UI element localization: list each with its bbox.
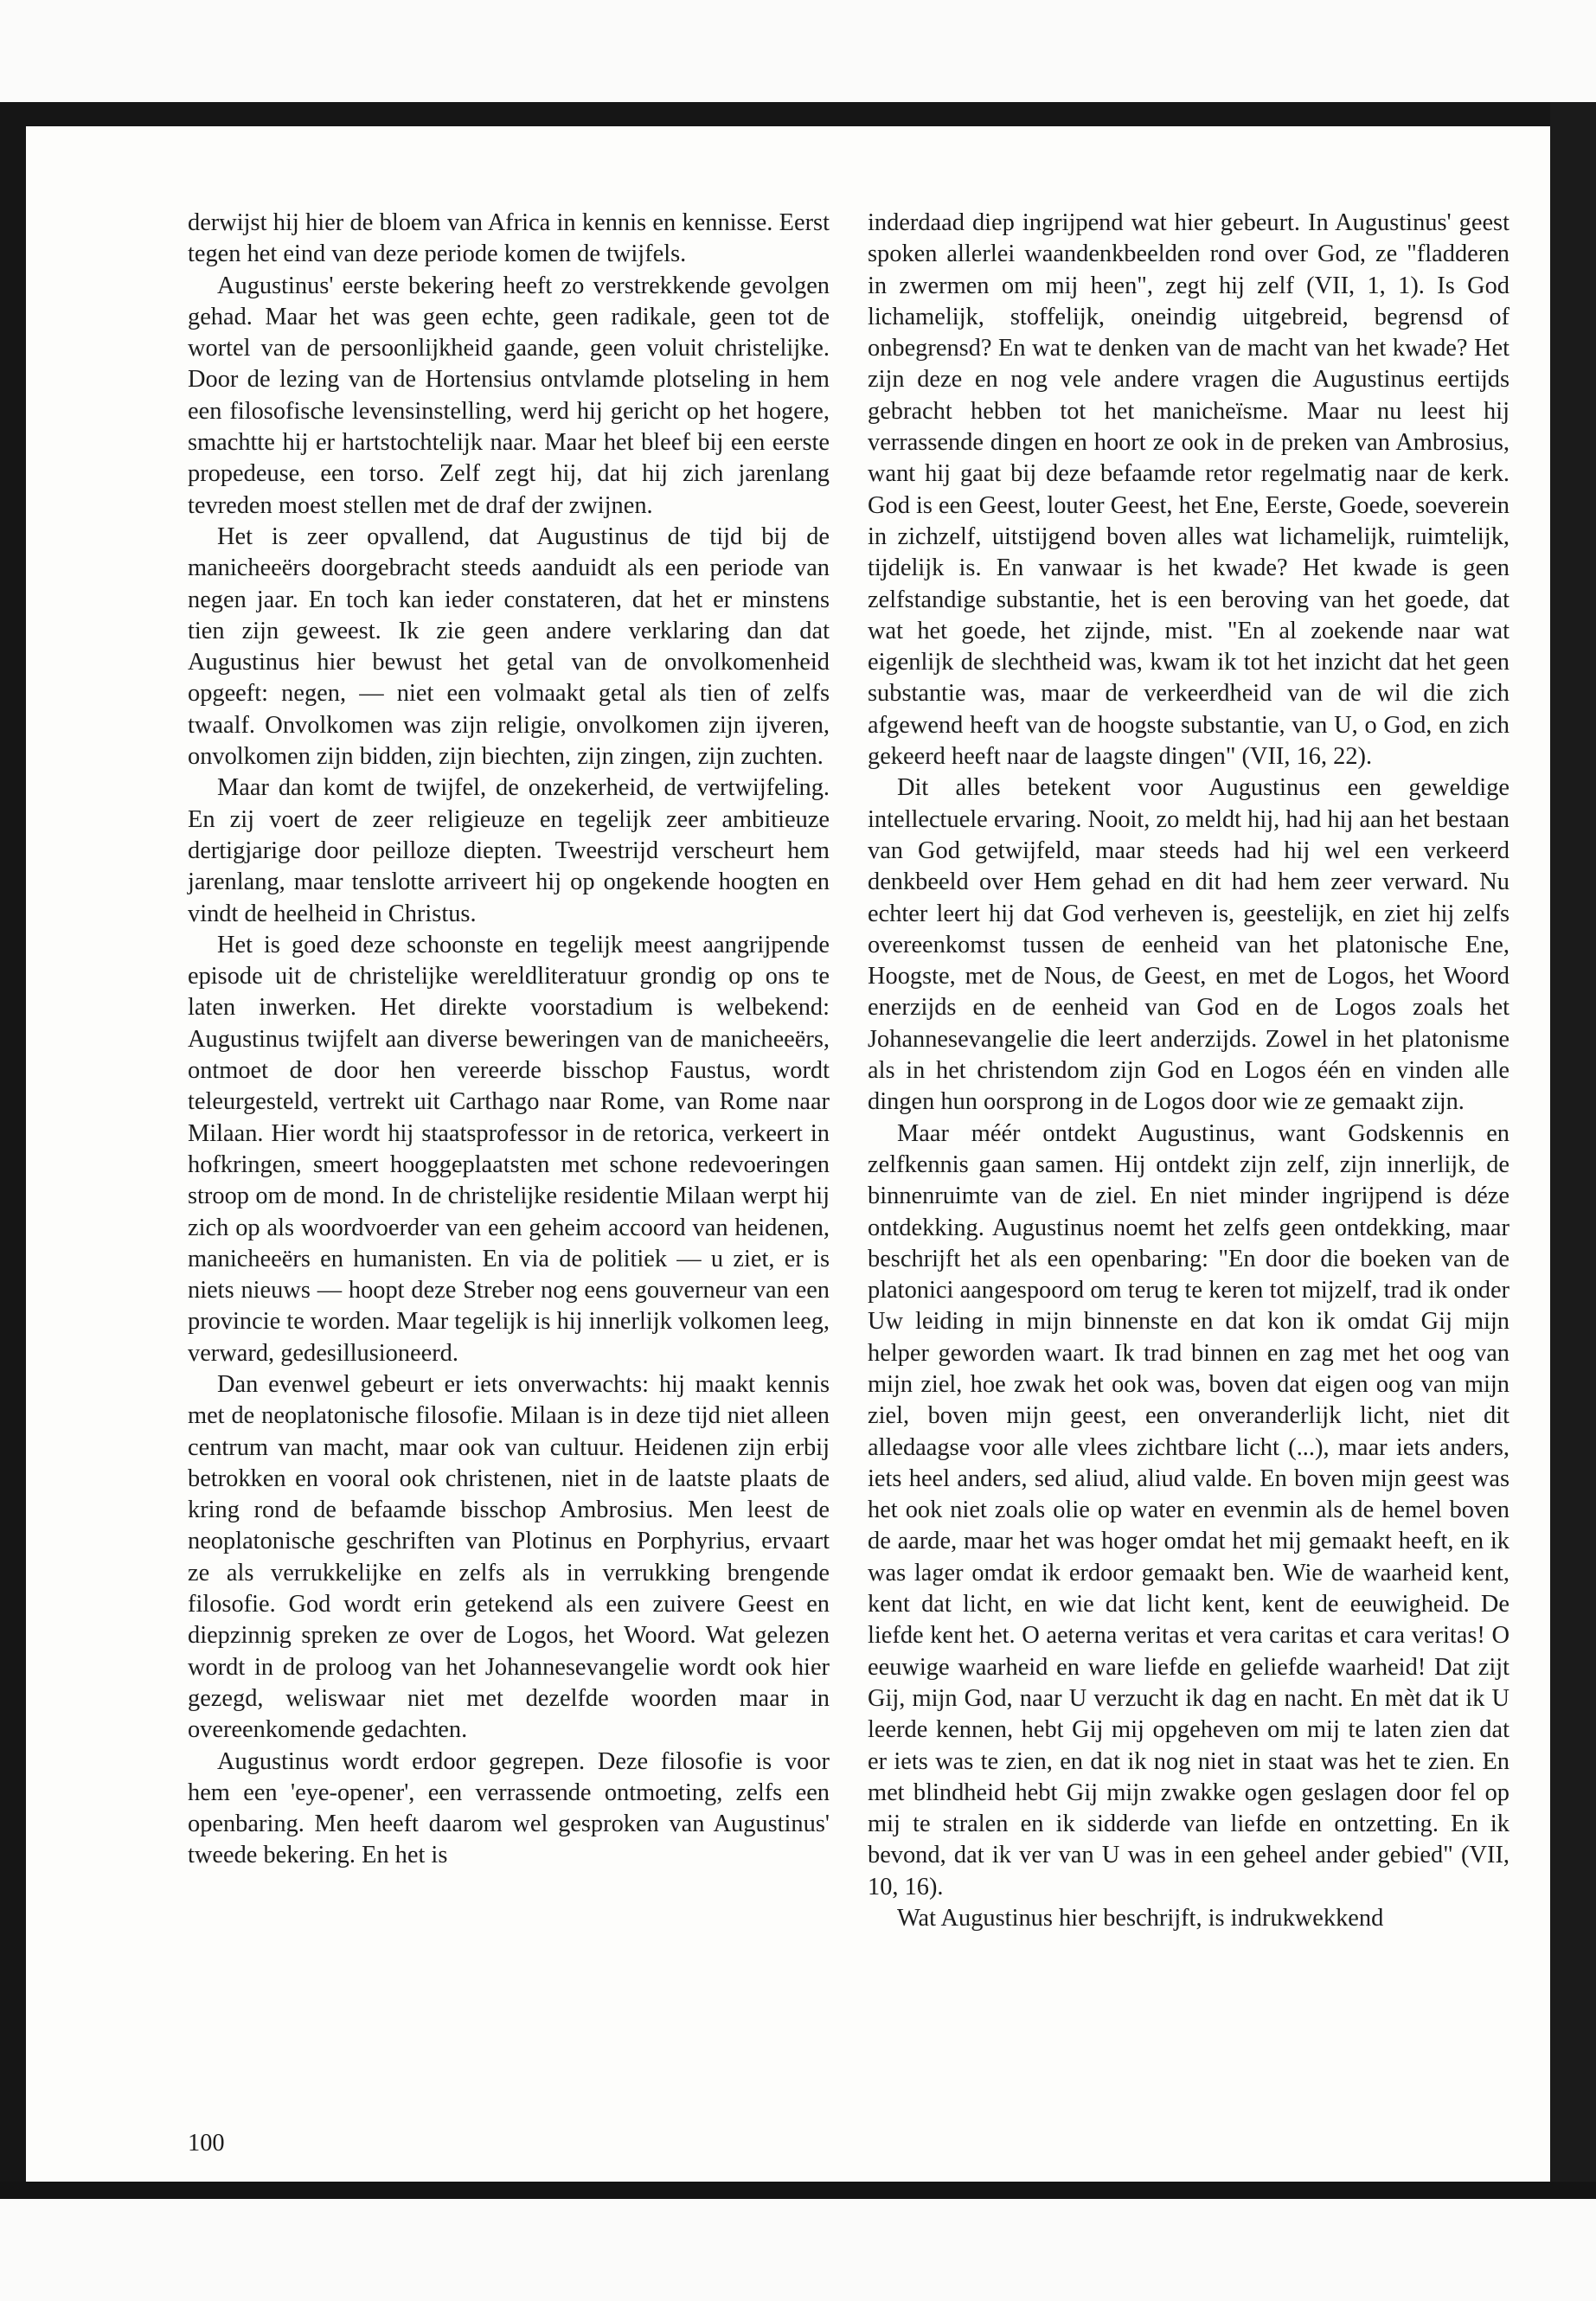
paragraph: Dan evenwel gebeurt er iets onverwachts: hij maakt kennis met de neoplatonische filosofie. Milaan is in deze tijd niet alleen centrum van macht, maar ook van cultuur. Heidenen zijn erbij betrokken en vooral ook christenen, niet in de laatste plaats de kring rond de befaamde bisschop Ambrosius. Men leest de neoplatonische geschriften van Plotinus en Porphyrius, ervaart ze als verrukkelijke en zelfs als in verrukking brengende filosofie. God wordt erin getekend als een zuivere Geest en diepzinnig spreken ze over de Logos, het Woord. Wat gelezen wordt in de proloog van het Johannesevangelie wordt ook hier gezegd, weliswaar niet met dezelfde woorden maar in overeenkomende gedachten. [188,1370,830,1744]
left-column [188,208,830,1872]
paragraph: inderdaad diep ingrijpend wat hier gebeurt. In Augustinus' geest spoken allerlei waandenkbeelden rond over God, ze "fladderen in zwermen om mij heen", zegt hij zelf (VII, 1, 1). Is God lichamelijk, stoffelijk, oneindig uitgebreid, begrensd of onbegrensd? En wat te denken van de macht van het kwade? Het zijn deze en nog vele andere vragen die Augustinus eertijds gebracht hebben tot het manicheïsme. Maar nu leest hij verrassende dingen en hoort ze ook in de preken van Ambrosius, want hij gaat bij deze befaamde retor regelmatig naar de kerk. God is een Geest, louter Geest, het Ene, Eerste, Goede, soeverein in zichzelf, uitstijgend boven alles wat lichamelijk, ruimtelijk, tijdelijk is. En vanwaar is het kwade? Het kwade is geen zelfstandige substantie, het is een beroving van het goede, dat wat het goede, het zijnde, mist. "En al zoekende naar wat eigenlijk de slechtheid was, kwam ik tot het inzicht dat het geen substantie was, maar de verkeerdheid van de wil die zich afgewend heeft van de hoogste substantie, van U, o God, en zich gekeerd heeft naar de laagste dingen" (VII, 16, 22). [868,209,1509,771]
paragraph: Dit alles betekent voor Augustinus een geweldige intellectuele ervaring. Nooit, zo meldt hij, had hij aan het bestaan van God getwijfeld, maar steeds had hij wel een verkeerd denkbeeld over Hem gehad en dit had hem zeer verward. Nu echter leert hij dat God verheven is, geestelijk, en ziet hij zelfs overeenkomst tussen de eenheid van het platonische Ene, Hoogste, met de Nous, de Geest, en met de Logos, het Woord enerzijds en de eenheid van God en de Logos zoals het Johannesevangelie die leert anderzijds. Zowel in het platonisme als in het christendom zijn God en Logos één en vinden alle dingen hun oorsprong in de Logos door wie ze gemaakt zijn. [868,774,1509,1116]
paragraph: Wat Augustinus hier beschrijft, is indrukwekkend [897,1905,1384,1932]
page-number: 100 [188,2130,225,2157]
right-column [868,208,1509,1934]
paragraph: Maar méér ontdekt Augustinus, want Godskennis en zelfkennis gaan samen. Hij ontdekt zijn zelf, zijn innerlijk, de binnenruimte van de ziel. En niet minder ingrijpend is déze ontdekking. Augustinus noemt het zelfs geen ontdekking, maar beschrijft het als een openbaring: "En door die boeken van de platonici aangespoord om terug te keren tot mijzelf, trad ik onder Uw leiding in mijn binnenste en dat kon ik omdat Gij mijn helper geworden waart. Ik trad binnen en zag met het oog van mijn ziel, hoe zwak het ook was, boven dat eigen oog van mijn ziel, boven mijn geest, een onveranderlijk licht, niet dit alledaagse voor alle vlees zichtbare licht (...), maar iets anders, iets heel anders, sed aliud, aliud valde. En boven mijn geest was het ook niet zoals olie op water en evenmin als de hemel boven de aarde, maar het was hoger omdat het mij gemaakt heeft, en ik was lager omdat ik erdoor gemaakt ben. Wie de waarheid kent, kent dat licht, en wie dat licht kent, kent de eeuwigheid. De liefde kent het. O aeterna veritas et vera caritas et cara veritas! O eeuwige waarheid en ware liefde en geliefde waarheid! Dat zijt Gij, mijn God, naar U verzucht ik dag en nacht. En mèt dat ik U leerde kennen, hebt Gij mij opgeheven om mij te laten zien dat er iets was te zien, en dat ik nog niet in staat was het te zien. En met blindheid hebt Gij mijn zwakke ogen geslagen door fel op mij te stralen en ik sidderde van liefde en ontzetting. En ik bevond, dat ik ver van U was in een geheel ander gebied" (VII, 10, 16). [868,1119,1509,1900]
paragraph: Het is zeer opvallend, dat Augustinus de tijd bij de manicheeërs doorgebracht steeds aanduidt als een periode van negen jaar. En toch kan ieder constateren, dat het er minstens tien zijn geweest. Ik zie geen andere verklaring dan dat Augustinus hier bewust het getal van de onvolkomenheid opgeeft: negen, — niet een volmaakt getal als tien of zelfs twaalf. Onvolkomen was zijn religie, onvolkomen zijn ijveren, onvolkomen zijn bidden, zijn biechten, zijn zingen, zijn zuchten. [188,522,830,771]
paragraph: derwijst hij hier de bloem van Africa in kennis en kennisse. Eerst tegen het eind van deze periode komen de twijfels. [188,209,830,268]
scan-border-bottom [0,2182,1596,2199]
paragraph: Augustinus wordt erdoor gegrepen. Deze filosofie is voor hem een 'eye-opener', een verrassende ontmoeting, zelfs een openbaring. Men heeft daarom wel gesproken van Augustinus' tweede bekering. En het is [188,1747,830,1869]
paragraph: Het is goed deze schoonste en tegelijk meest aangrijpende episode uit de christelijke wereldliteratuur grondig op ons te laten inwerken. Het direkte voorstadium is welbekend: Augustinus twijfelt aan diverse beweringen van de manicheeërs, ontmoet de door hen vereerde bisschop Faustus, wordt teleurgesteld, vertrekt uit Carthago naar Rome, van Rome naar Milaan. Hier wordt hij staatsprofessor in de retorica, verkeert in hofkringen, smeert hooggeplaatsten met schone redevoeringen stroop om de mond. In de christelijke residentie Milaan werpt hij zich op als woordvoerder van een geheim accoord van heidenen, manicheeërs en humanisten. En via de politiek — u ziet, er is niets nieuws — hoopt deze Streber nog eens gouverneur van een provincie te worden. Maar tegelijk is hij innerlijk volkomen leeg, verward, gedesillusioneerd. [188,931,830,1367]
scan-border-top [0,102,1596,126]
paragraph: Maar dan komt de twijfel, de onzekerheid, de vertwijfeling. En zij voert de zeer religieuze en tegelijk zeer ambitieuze dertigjarige door peilloze diepten. Tweestrijd verscheurt hem jarenlang, maar tenslotte arriveert hij op ongekende hoogten en vindt de heelheid in Christus. [188,774,830,927]
scan-border-left [0,102,26,2199]
scan-border-right [1550,102,1596,2199]
paragraph: Augustinus' eerste bekering heeft zo verstrekkende gevolgen gehad. Maar het was geen echte, geen radikale, geen tot de wortel van de persoonlijkheid gaande, geen voluit christelijke. Door de lezing van de Hortensius ontvlamde plotseling in hem een filosofische levensinstelling, werd hij gericht op het hogere, smachtte hij er hartstochtelijk naar. Maar het bleef bij een eerste propedeuse, een torso. Zelf zegt hij, dat hij zich jarenlang tevreden moest stellen met de draf der zwijnen. [188,272,830,519]
